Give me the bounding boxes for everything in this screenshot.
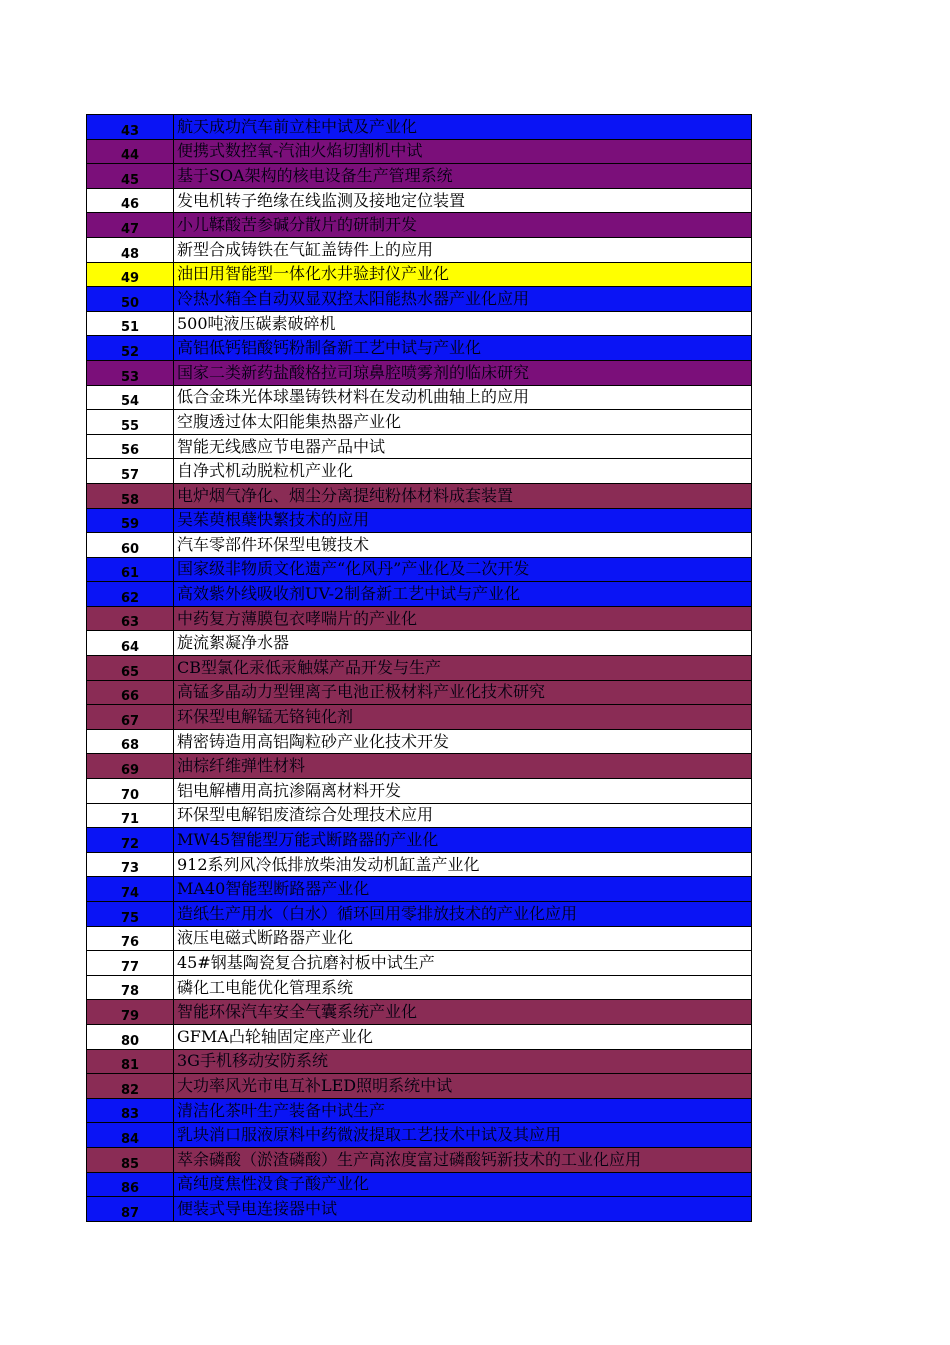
project-name-cell[interactable]: 冷热水箱全自动双显双控太阳能热水器产业化应用	[174, 287, 752, 312]
project-name-cell[interactable]: 小儿鞣酸苦参碱分散片的研制开发	[174, 213, 752, 238]
table-row	[87, 606, 752, 631]
project-name-cell[interactable]: 智能无线感应节电器产品中试	[174, 434, 752, 459]
row-number-cell[interactable]: 60	[87, 533, 174, 558]
project-name-cell[interactable]: 大功率风光市电互补LED照明系统中试	[174, 1074, 752, 1099]
project-name-cell[interactable]: 空腹透过体太阳能集热器产业化	[174, 410, 752, 435]
row-number-cell[interactable]: 44	[87, 139, 174, 164]
table-row	[87, 1123, 752, 1148]
project-name-cell[interactable]: 环保型电解铝废渣综合处理技术应用	[174, 803, 752, 828]
project-name-cell[interactable]: 油田用智能型一体化水井验封仪产业化	[174, 262, 752, 287]
table-row	[87, 1000, 752, 1025]
row-number-cell[interactable]: 67	[87, 705, 174, 730]
table-row	[87, 287, 752, 312]
project-name-cell[interactable]: GFMA凸轮轴固定座产业化	[174, 1024, 752, 1049]
table-row	[87, 311, 752, 336]
table-row	[87, 1024, 752, 1049]
row-number-cell[interactable]: 53	[87, 360, 174, 385]
project-name-cell[interactable]: 发电机转子绝缘在线监测及接地定位装置	[174, 188, 752, 213]
row-number-cell[interactable]: 46	[87, 188, 174, 213]
table-row	[87, 533, 752, 558]
table-row	[87, 951, 752, 976]
project-name-cell[interactable]: 电炉烟气净化、烟尘分离提纯粉体材料成套装置	[174, 483, 752, 508]
table-row	[87, 1098, 752, 1123]
table-row	[87, 115, 752, 140]
project-name-cell[interactable]: 旋流絮凝净水器	[174, 631, 752, 656]
project-name-cell[interactable]: 低合金珠光体球墨铸铁材料在发动机曲轴上的应用	[174, 385, 752, 410]
table-row	[87, 803, 752, 828]
project-name-cell[interactable]: 高效紫外线吸收剂UV-2制备新工艺中试与产业化	[174, 582, 752, 607]
row-number-cell[interactable]: 49	[87, 262, 174, 287]
table-row	[87, 680, 752, 705]
table-row	[87, 410, 752, 435]
row-number-cell[interactable]: 69	[87, 754, 174, 779]
project-name-cell[interactable]: 高铝低钙铝酸钙粉制备新工艺中试与产业化	[174, 336, 752, 361]
project-name-cell[interactable]: 45#钢基陶瓷复合抗磨衬板中试生产	[174, 951, 752, 976]
project-name-cell[interactable]: 汽车零部件环保型电镀技术	[174, 533, 752, 558]
project-name-cell[interactable]: 国家二类新药盐酸格拉司琼鼻腔喷雾剂的临床研究	[174, 360, 752, 385]
project-name-cell[interactable]: 国家级非物质文化遗产“化风丹”产业化及二次开发	[174, 557, 752, 582]
row-number-cell[interactable]: 45	[87, 164, 174, 189]
table-row	[87, 877, 752, 902]
project-name-cell[interactable]: 自净式机动脱粒机产业化	[174, 459, 752, 484]
project-name-cell[interactable]: 高纯度焦性没食子酸产业化	[174, 1172, 752, 1197]
table-row	[87, 1074, 752, 1099]
table-row	[87, 188, 752, 213]
table-row	[87, 729, 752, 754]
table-row	[87, 828, 752, 853]
project-name-cell[interactable]: 精密铸造用高铝陶粒砂产业化技术开发	[174, 729, 752, 754]
row-number-cell[interactable]: 87	[87, 1197, 174, 1222]
table-row	[87, 902, 752, 927]
project-name-cell[interactable]: 铝电解槽用高抗渗隔离材料开发	[174, 779, 752, 804]
table-row	[87, 237, 752, 262]
table-row	[87, 705, 752, 730]
table-row	[87, 1049, 752, 1074]
row-number-cell[interactable]: 56	[87, 434, 174, 459]
table-row	[87, 459, 752, 484]
project-name-cell[interactable]: MA40智能型断路器产业化	[174, 877, 752, 902]
project-name-cell[interactable]: 912系列风冷低排放柴油发动机缸盖产业化	[174, 852, 752, 877]
table-row	[87, 385, 752, 410]
row-number-cell[interactable]: 74	[87, 877, 174, 902]
project-name-cell[interactable]: 清洁化茶叶生产装备中试生产	[174, 1098, 752, 1123]
row-number-cell[interactable]: 68	[87, 729, 174, 754]
table-row	[87, 975, 752, 1000]
project-name-cell[interactable]: 磷化工电能优化管理系统	[174, 975, 752, 1000]
row-number-cell[interactable]: 47	[87, 213, 174, 238]
table-row	[87, 336, 752, 361]
project-table	[86, 114, 752, 1222]
table-row	[87, 1147, 752, 1172]
project-name-cell[interactable]: MW45智能型万能式断路器的产业化	[174, 828, 752, 853]
row-number-cell[interactable]: 79	[87, 1000, 174, 1025]
table-row	[87, 360, 752, 385]
row-number-cell[interactable]: 61	[87, 557, 174, 582]
project-name-cell[interactable]: 吴茱萸根蘖快繁技术的应用	[174, 508, 752, 533]
row-number-cell[interactable]: 52	[87, 336, 174, 361]
project-name-cell[interactable]: 乳块消口服液原料中药微波提取工艺技术中试及其应用	[174, 1123, 752, 1148]
row-number-cell[interactable]: 51	[87, 311, 174, 336]
project-name-cell[interactable]: 便装式导电连接器中试	[174, 1197, 752, 1222]
project-name-cell[interactable]: 新型合成铸铁在气缸盖铸件上的应用	[174, 237, 752, 262]
row-number-cell[interactable]: 75	[87, 902, 174, 927]
project-name-cell[interactable]: 航天成功汽车前立柱中试及产业化	[174, 115, 752, 140]
row-number-cell[interactable]: 82	[87, 1074, 174, 1099]
table-row	[87, 483, 752, 508]
row-number-cell[interactable]: 81	[87, 1049, 174, 1074]
row-number-cell[interactable]: 64	[87, 631, 174, 656]
project-name-cell[interactable]: 中药复方薄膜包衣哮喘片的产业化	[174, 606, 752, 631]
project-name-cell[interactable]: 3G手机移动安防系统	[174, 1049, 752, 1074]
project-name-cell[interactable]: 500吨液压碳素破碎机	[174, 311, 752, 336]
row-number-cell[interactable]: 73	[87, 852, 174, 877]
project-name-cell[interactable]: 造纸生产用水（白水）循环回用零排放技术的产业化应用	[174, 902, 752, 927]
row-number-cell[interactable]: 48	[87, 237, 174, 262]
table-row	[87, 434, 752, 459]
row-number-cell[interactable]: 71	[87, 803, 174, 828]
row-number-cell[interactable]: 62	[87, 582, 174, 607]
project-table-body	[87, 115, 752, 1222]
table-row	[87, 213, 752, 238]
row-number-cell[interactable]: 63	[87, 606, 174, 631]
table-row	[87, 582, 752, 607]
project-name-cell[interactable]: 液压电磁式断路器产业化	[174, 926, 752, 951]
row-number-cell[interactable]: 70	[87, 779, 174, 804]
row-number-cell[interactable]: 84	[87, 1123, 174, 1148]
table-row	[87, 508, 752, 533]
project-name-cell[interactable]: 便携式数控氧-汽油火焰切割机中试	[174, 139, 752, 164]
project-name-cell[interactable]: 智能环保汽车安全气囊系统产业化	[174, 1000, 752, 1025]
row-number-cell[interactable]: 57	[87, 459, 174, 484]
row-number-cell[interactable]: 72	[87, 828, 174, 853]
project-name-cell[interactable]: 环保型电解锰无铬钝化剂	[174, 705, 752, 730]
row-number-cell[interactable]: 43	[87, 115, 174, 140]
project-name-cell[interactable]: 油棕纤维弹性材料	[174, 754, 752, 779]
table-row	[87, 1172, 752, 1197]
table-row	[87, 852, 752, 877]
row-number-cell[interactable]: 66	[87, 680, 174, 705]
row-number-cell[interactable]: 86	[87, 1172, 174, 1197]
row-number-cell[interactable]: 58	[87, 483, 174, 508]
table-row	[87, 262, 752, 287]
table-row	[87, 164, 752, 189]
project-name-cell[interactable]: 萃余磷酸（淤渣磷酸）生产高浓度富过磷酸钙新技术的工业化应用	[174, 1147, 752, 1172]
row-number-cell[interactable]: 50	[87, 287, 174, 312]
project-name-cell[interactable]: CB型氯化汞低汞触媒产品开发与生产	[174, 656, 752, 681]
row-number-cell[interactable]: 54	[87, 385, 174, 410]
table-row	[87, 926, 752, 951]
row-number-cell[interactable]: 85	[87, 1147, 174, 1172]
table-row	[87, 656, 752, 681]
row-number-cell[interactable]: 65	[87, 656, 174, 681]
table-row	[87, 754, 752, 779]
table-row	[87, 139, 752, 164]
table-row	[87, 1197, 752, 1222]
table-row	[87, 557, 752, 582]
table-row	[87, 779, 752, 804]
row-number-cell[interactable]: 80	[87, 1024, 174, 1049]
row-number-cell[interactable]: 77	[87, 951, 174, 976]
project-name-cell[interactable]: 基于SOA架构的核电设备生产管理系统	[174, 164, 752, 189]
row-number-cell[interactable]: 78	[87, 975, 174, 1000]
row-number-cell[interactable]: 55	[87, 410, 174, 435]
project-name-cell[interactable]: 高锰多晶动力型锂离子电池正极材料产业化技术研究	[174, 680, 752, 705]
row-number-cell[interactable]: 76	[87, 926, 174, 951]
row-number-cell[interactable]: 59	[87, 508, 174, 533]
row-number-cell[interactable]: 83	[87, 1098, 174, 1123]
table-row	[87, 631, 752, 656]
